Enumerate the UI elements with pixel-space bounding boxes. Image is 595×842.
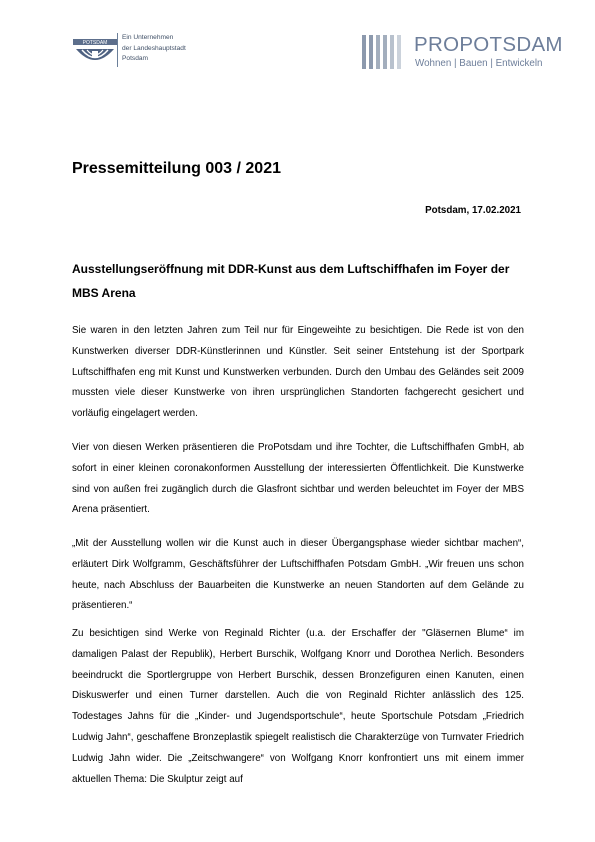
city-logo-text bbox=[122, 33, 186, 65]
logo-divider bbox=[117, 33, 118, 67]
wordmark-potsdam: POTSDAM bbox=[459, 33, 563, 56]
svg-text:POTSDAM: POTSDAM bbox=[82, 40, 108, 46]
body-paragraph: Vier von diesen Werken präsentieren die ProPotsdam und ihre Tochter, die Luftschiffhafen GmbH, ab sofort in einer kleinen coronakonformen Ausstellung der interessierten Öffentlichkeit. Die Kunstwerke sind von außen frei zugänglich durch die Glasfront sichtbar und werden beleuchtet im Foyer der MBS Arena präsentiert. bbox=[72, 442, 524, 516]
city-logo-line: Ein Unternehmen bbox=[122, 34, 174, 41]
body-paragraph: „Mit der Ausstellung wollen wir die Kunst auch in dieser Übergangsphase wieder sichtbar machen“, erläutert Dirk Wolfgramm, Geschäftsführer der Luftschiffhafen Potsdam GmbH. „Wir freuen uns schon heute, nach Abschluss der Bauarbeiten die Kunstwerke an neuen Standorten auf dem Gelände zu präsentieren.“ bbox=[72, 538, 524, 612]
city-logo-line: Potsdam bbox=[122, 55, 149, 63]
wordmark-pro: PRO bbox=[414, 33, 460, 56]
potsdam-seal-icon bbox=[72, 33, 118, 69]
dateline: Potsdam, 17.02.2021 bbox=[425, 205, 521, 216]
headline: Ausstellungseröffnung mit DDR-Kunst aus dem Luftschiffhafen im Foyer der MBS Arena bbox=[72, 262, 510, 300]
propotsdam-tagline: Wohnen | Bauen | Entwickeln bbox=[415, 58, 543, 69]
document-title: Pressemitteilung 003 / 2021 bbox=[72, 160, 281, 177]
body-paragraph: Sie waren in den letzten Jahren zum Teil nur für Eingeweihte zu besichtigen. Die Rede ist von den Kunstwerken diverser DDR-Künstlerinnen und Künstler. Seit seiner Entstehung ist der Sportpark Luftschiffhafen eng mit Kunst und Kunstwerken verbunden. Durch den Umbau des Geländes seit 2009 mussten viele dieser Kunstwerke von ihren ursprünglichen Standorten fachgerecht gesichert und vorläufig eingelagert werden. bbox=[72, 325, 524, 420]
propotsdam-bars-icon bbox=[362, 35, 408, 69]
body-paragraph: Zu besichtigen sind Werke von Reginald Richter (u.a. der Erschaffer der "Gläsernen Blume“ im damaligen Palast der Republik), Herbert Burschik, Wolfgang Knorr und Dorothea Nerlich. Besonders beeindruckt die Sportlergruppe von Herbert Burschik, dessen Bronzefiguren einen Kanuten, einen Diskuswerfer und einen Turner darstellen. Auch die von Reginald Richter anlässlich des 125. Todestages Jahns für die „Kinder- und Jugendsportschule“, heute Sportschule Potsdam „Friedrich Ludwig Jahn“, geschaffene Bronzeplastik spiegelt realistisch die Charakterzüge von Turnvater Friedrich Ludwig Jahn wider. Die „Zeitschwangere“ von Wolfgang Knorr konfrontiert uns mit einem immer aktuellen Thema: Die Skulptur zeigt auf bbox=[72, 628, 524, 785]
city-logo-line: der Landeshauptstadt bbox=[122, 44, 186, 52]
propotsdam-wordmark bbox=[414, 34, 563, 56]
